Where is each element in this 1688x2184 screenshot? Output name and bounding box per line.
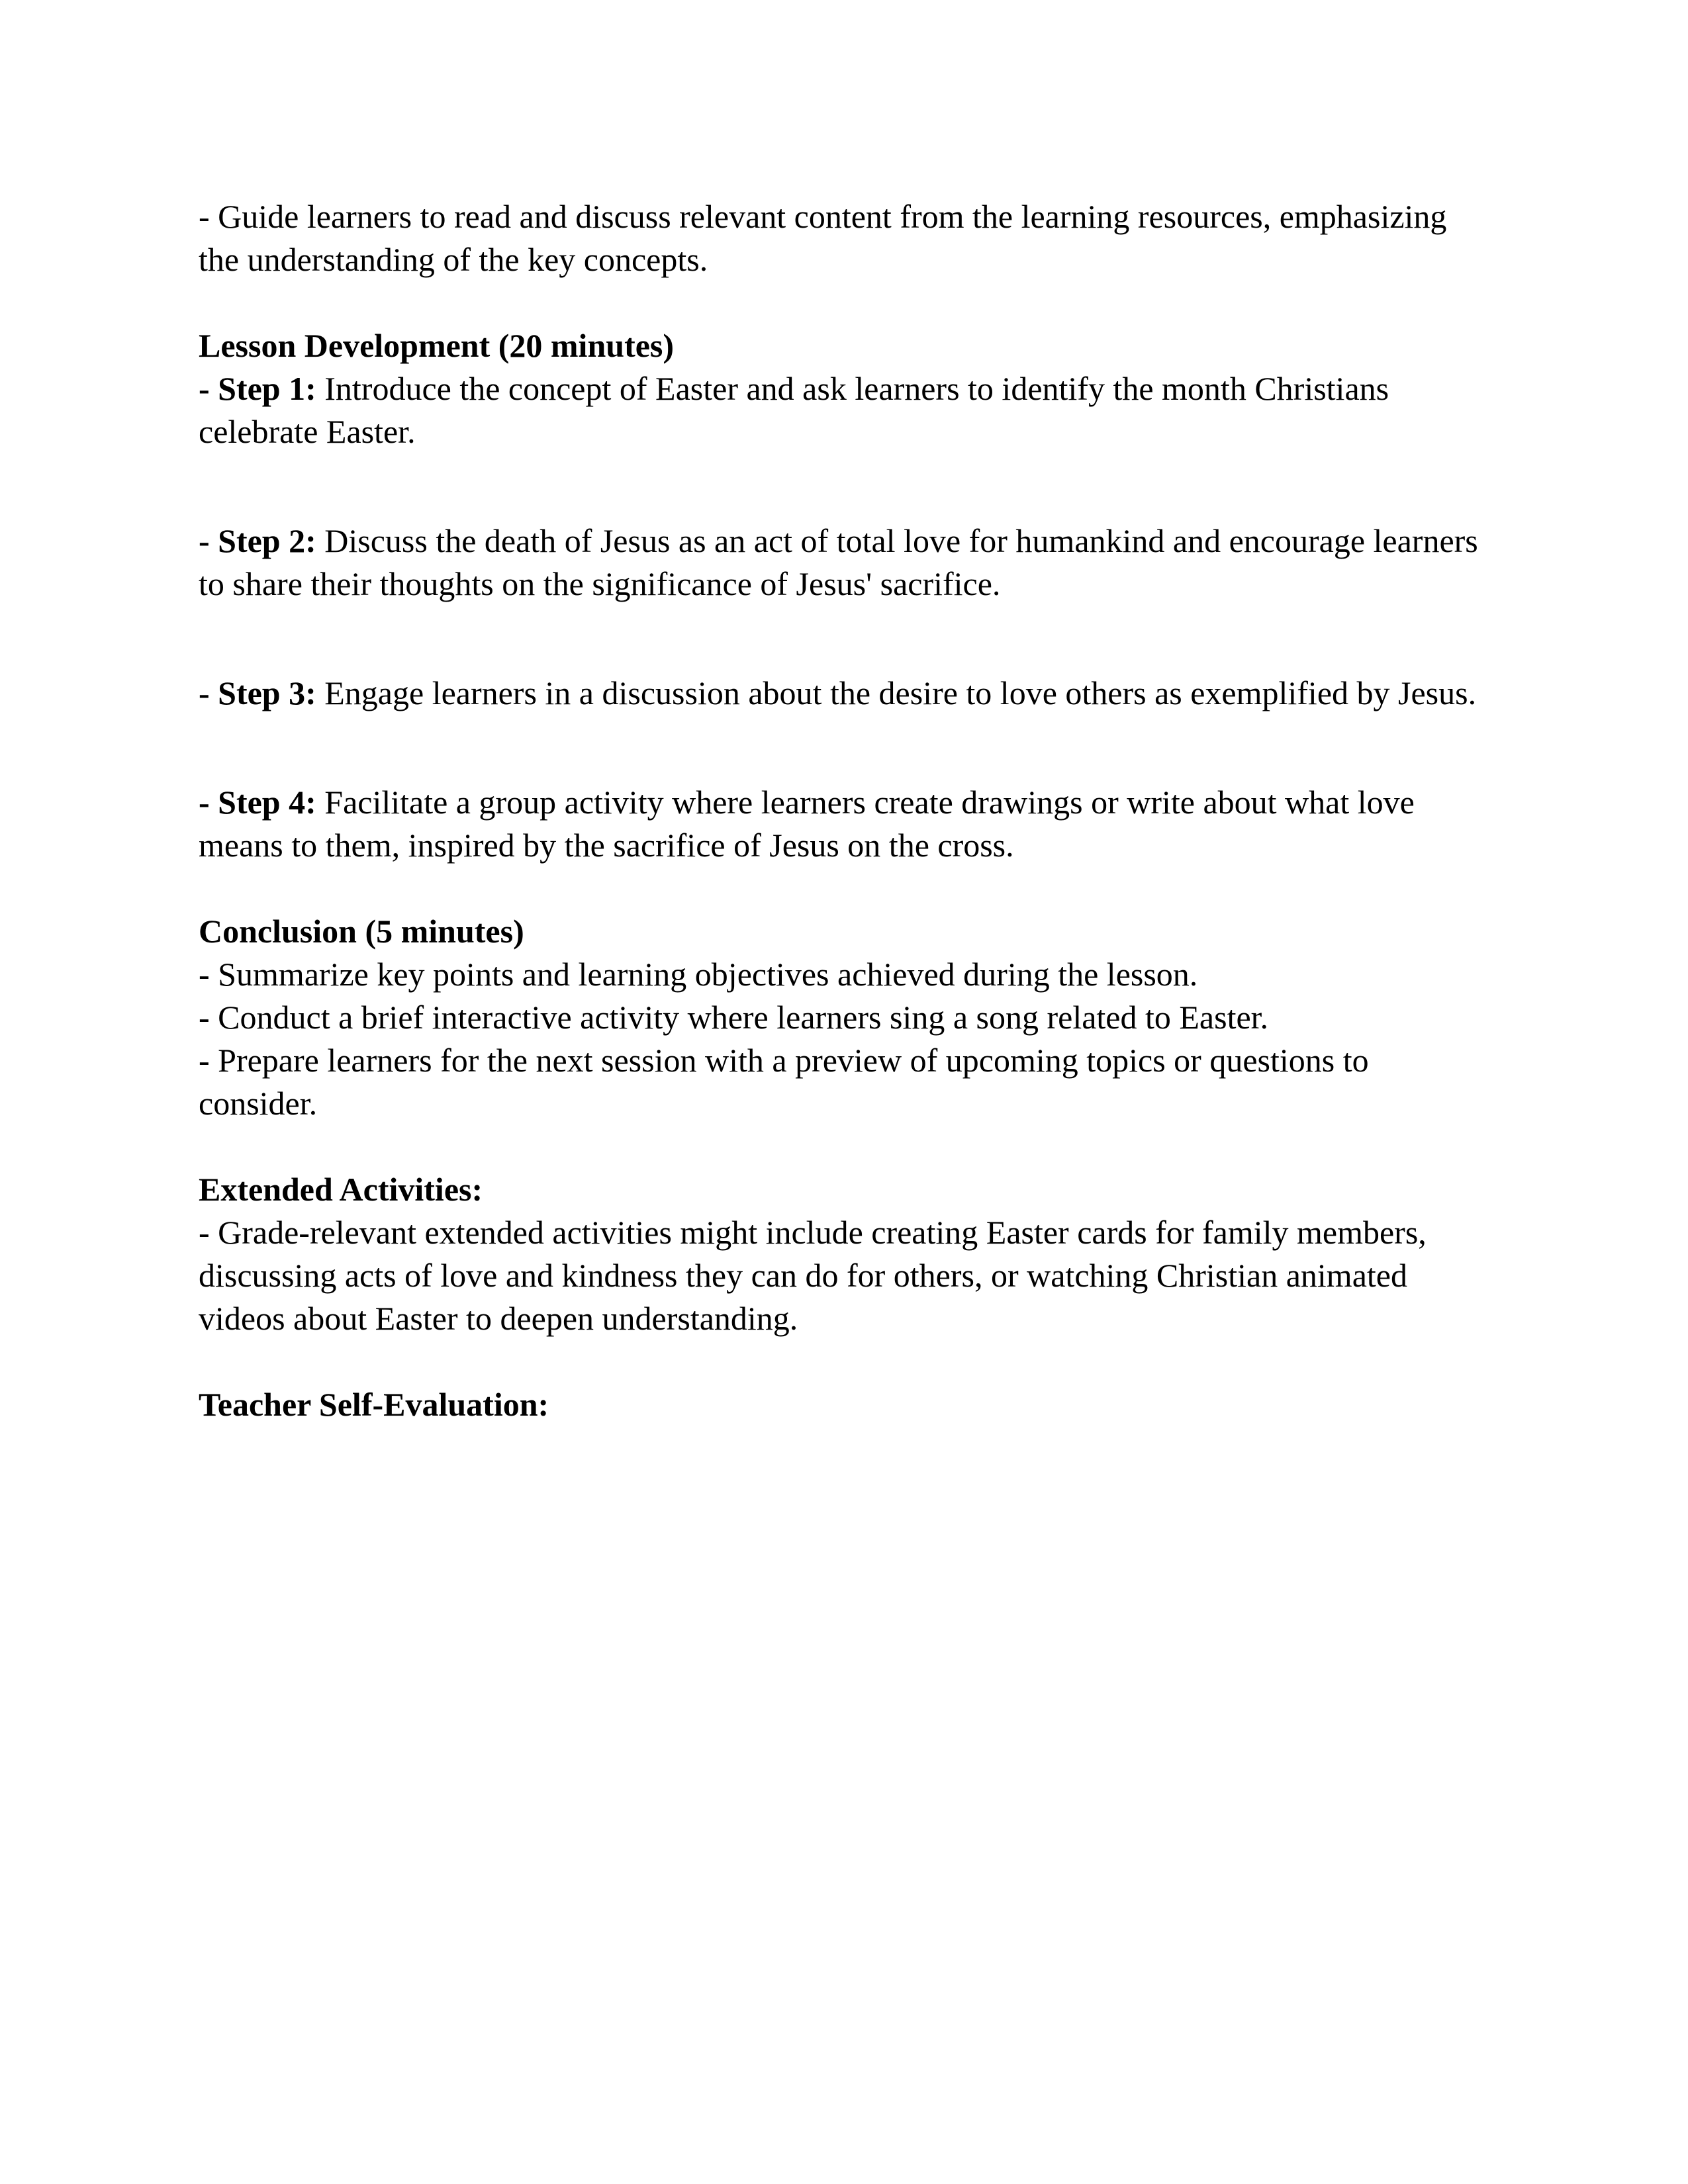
step-2-text: Discuss the death of Jesus as an act of total love for humankind and encourage learners to share their thoughts on the significance of Jesus' sacrifice.: [199, 522, 1478, 602]
step-3-paragraph: [199, 672, 1489, 715]
conclusion-item-3: - Prepare learners for the next session with a preview of upcoming topics or questions to consider.: [199, 1042, 1369, 1122]
conclusion-heading: Conclusion (5 minutes): [199, 913, 524, 950]
step-2-paragraph: [199, 520, 1489, 606]
step-1-paragraph: [199, 367, 1489, 453]
teacher-self-evaluation-heading: Teacher Self-Evaluation:: [199, 1386, 549, 1423]
step-4-label: - Step 4:: [199, 784, 316, 821]
step-3-text: Engage learners in a discussion about the desire to love others as exemplified by Jesus.: [316, 674, 1477, 711]
lesson-development-heading: Lesson Development (20 minutes): [199, 327, 675, 364]
step-4-text: Facilitate a group activity where learners create drawings or write about what love means to them, inspired by the sacrifice of Jesus on the cross.: [199, 784, 1415, 864]
extended-activities-heading: Extended Activities:: [199, 1171, 483, 1208]
conclusion-item-2: - Conduct a brief interactive activity where learners sing a song related to Easter.: [199, 999, 1269, 1036]
step-2-label: - Step 2:: [199, 522, 316, 559]
extended-activities-paragraph: - Grade-relevant extended activities might include creating Easter cards for family members, discussing acts of love and kindness they can do for others, or watching Christian animated videos about Easter to deepen understanding.: [199, 1214, 1427, 1337]
step-3-label: - Step 3:: [199, 674, 316, 711]
step-4-paragraph: [199, 781, 1489, 867]
step-1-label: - Step 1:: [199, 370, 316, 407]
lesson-plan-content: [199, 195, 1489, 1426]
step-1-text: Introduce the concept of Easter and ask learners to identify the month Christians celebrate Easter.: [199, 370, 1389, 450]
intro-paragraph: - Guide learners to read and discuss relevant content from the learning resources, emphasizing the understanding of the key concepts.: [199, 198, 1447, 278]
conclusion-item-1: - Summarize key points and learning objectives achieved during the lesson.: [199, 956, 1198, 993]
